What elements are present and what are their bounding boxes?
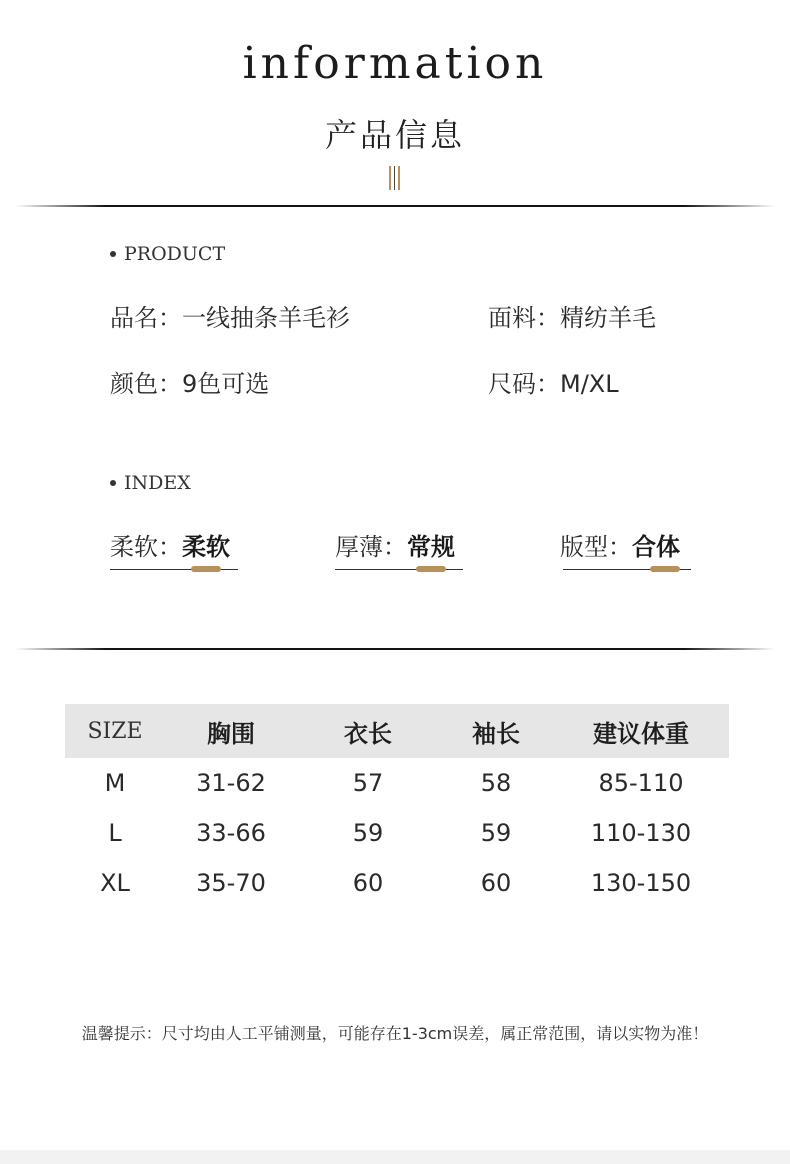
- index-heading: [110, 472, 191, 494]
- index-thickness: [335, 527, 465, 562]
- table-cell: 57: [352, 769, 384, 797]
- title-decoration: [388, 166, 404, 190]
- product-color: 颜色：9色可选: [110, 370, 270, 398]
- table-cell: 110-130: [590, 819, 692, 847]
- table-cell: 35-70: [196, 869, 266, 897]
- index-fit-text: [560, 527, 692, 562]
- product-material: 面料：精纺羊毛: [488, 304, 656, 332]
- title-english: information: [242, 38, 548, 89]
- size-table-header: [65, 704, 729, 758]
- divider-middle: [15, 648, 775, 650]
- index-thickness-marker: [416, 566, 446, 572]
- product-heading-text: PRODUCT: [124, 243, 226, 265]
- table-row: [65, 858, 729, 908]
- product-heading: [110, 243, 225, 265]
- bullet-dot: [110, 480, 116, 486]
- table-cell: 60: [352, 869, 384, 897]
- measurement-note: 温馨提示：尺寸均由人工平铺测量，可能存在1-3cm误差，属正常范围，请以实物为准！: [81, 1024, 709, 1043]
- table-cell: 59: [480, 819, 512, 847]
- table-cell: XL: [100, 869, 130, 897]
- index-softness-marker: [191, 566, 221, 572]
- footer-band: [0, 1150, 790, 1164]
- index-softness-label: 柔软：: [110, 533, 182, 561]
- index-fit-marker: [650, 566, 680, 572]
- header-size: SIZE: [87, 718, 143, 744]
- table-cell: L: [108, 819, 122, 847]
- table-cell: 85-110: [598, 769, 684, 797]
- index-fit-label: 版型：: [560, 533, 632, 561]
- index-fit-value: 合体: [632, 533, 680, 561]
- title-chinese: 产品信息: [324, 116, 465, 154]
- header-length: 衣长: [344, 719, 392, 748]
- index-softness: [110, 527, 240, 562]
- size-table: [65, 704, 729, 908]
- product-name: 品名：一线抽条羊毛衫: [110, 304, 350, 332]
- table-row: [65, 808, 729, 858]
- bullet-dot: [110, 251, 116, 257]
- index-thickness-label: 厚薄：: [335, 533, 407, 561]
- table-cell: 31-62: [196, 769, 266, 797]
- product-size: 尺码：M/XL: [488, 370, 619, 398]
- index-heading-text: INDEX: [124, 472, 191, 494]
- index-fit: [560, 527, 692, 562]
- header-chest: 胸围: [207, 719, 255, 748]
- header-weight: 建议体重: [593, 719, 689, 748]
- table-cell: M: [104, 769, 126, 797]
- table-cell: 59: [352, 819, 384, 847]
- table-cell: 58: [480, 769, 512, 797]
- table-cell: 130-150: [590, 869, 692, 897]
- index-thickness-text: [335, 527, 465, 562]
- table-row: [65, 758, 729, 808]
- index-thickness-value: 常规: [407, 533, 455, 561]
- index-softness-value: 柔软: [182, 533, 230, 561]
- header-sleeve: 袖长: [472, 719, 520, 748]
- divider-top: [15, 205, 775, 207]
- table-cell: 33-66: [196, 819, 266, 847]
- index-softness-text: [110, 527, 240, 562]
- table-cell: 60: [480, 869, 512, 897]
